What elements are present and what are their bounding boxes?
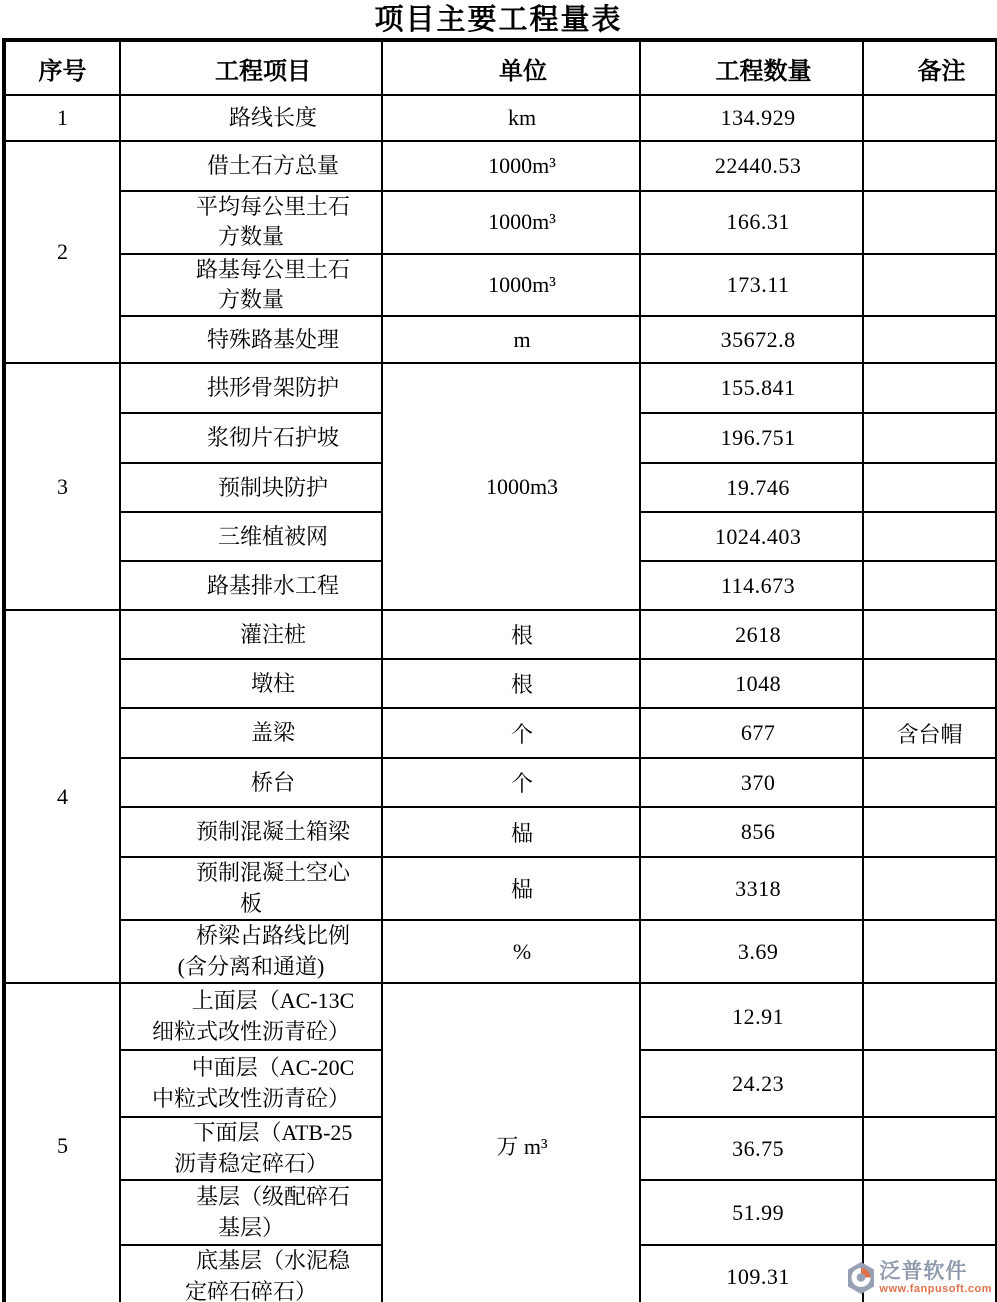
header-row: [4, 40, 997, 95]
table-row: [4, 659, 997, 708]
watermark-url-text: www.fanpusoft.com: [879, 1283, 992, 1295]
table-row: [4, 191, 997, 254]
unit-cell: 1000m³: [382, 254, 640, 317]
note-cell: [863, 512, 997, 561]
item-cell: 路线长度: [120, 95, 382, 141]
note-cell: [863, 1050, 997, 1117]
unit-cell-merged: 万 m³: [382, 983, 640, 1302]
note-cell: [863, 1117, 997, 1180]
serial-cell: 4: [4, 610, 120, 983]
item-cell: 基层（级配碎石基层）: [120, 1180, 382, 1245]
item-cell: 下面层（ATB-25沥青稳定碎石）: [120, 1117, 382, 1180]
item-cell: 底基层（水泥稳定碎石碎石）: [120, 1245, 382, 1302]
table-row: [4, 758, 997, 807]
table-row: [4, 610, 997, 659]
unit-cell: 榀: [382, 807, 640, 857]
item-cell: 平均每公里土石方数量: [120, 191, 382, 254]
table-row: [4, 708, 997, 758]
table-row: [4, 807, 997, 857]
serial-cell: 1: [4, 95, 120, 141]
note-cell: [863, 141, 997, 191]
item-cell: 中面层（AC-20C中粒式改性沥青砼）: [120, 1050, 382, 1117]
unit-cell: 榀: [382, 857, 640, 920]
item-cell: 预制混凝土空心板: [120, 857, 382, 920]
watermark: [846, 1261, 992, 1295]
note-cell: [863, 659, 997, 708]
note-cell: [863, 191, 997, 254]
item-cell: 桥梁占路线比例(含分离和通道): [120, 920, 382, 983]
note-cell: [863, 807, 997, 857]
quantity-cell: 2618: [640, 610, 863, 659]
item-cell: 借土石方总量: [120, 141, 382, 191]
quantity-cell: 134.929: [640, 95, 863, 141]
note-cell: [863, 463, 997, 512]
note-cell: [863, 413, 997, 463]
item-cell: 预制混凝土箱梁: [120, 807, 382, 857]
note-cell: [863, 758, 997, 807]
note-cell: [863, 920, 997, 983]
item-cell: 桥台: [120, 758, 382, 807]
quantity-cell: 166.31: [640, 191, 863, 254]
item-cell: 特殊路基处理: [120, 316, 382, 363]
quantity-cell: 36.75: [640, 1117, 863, 1180]
quantity-cell: 19.746: [640, 463, 863, 512]
unit-cell: 根: [382, 610, 640, 659]
serial-cell: 3: [4, 363, 120, 610]
table-row: [4, 363, 997, 413]
column-header-unit: 单位: [382, 40, 640, 95]
unit-cell: 个: [382, 758, 640, 807]
item-cell: 浆彻片石护坡: [120, 413, 382, 463]
quantity-cell: 12.91: [640, 983, 863, 1050]
quantity-cell: 173.11: [640, 254, 863, 317]
column-header-note: 备注: [863, 40, 997, 95]
item-cell: 灌注桩: [120, 610, 382, 659]
item-cell: 上面层（AC-13C细粒式改性沥青砼）: [120, 983, 382, 1050]
unit-cell: km: [382, 95, 640, 141]
note-cell: [863, 254, 997, 317]
quantity-cell: 3318: [640, 857, 863, 920]
quantity-cell: 370: [640, 758, 863, 807]
quantity-cell: 196.751: [640, 413, 863, 463]
quantity-cell: 1024.403: [640, 512, 863, 561]
item-cell: 路基每公里土石方数量: [120, 254, 382, 317]
unit-cell-merged: 1000m3: [382, 363, 640, 610]
item-cell: 拱形骨架防护: [120, 363, 382, 413]
quantity-cell: 114.673: [640, 561, 863, 610]
quantity-cell: 1048: [640, 659, 863, 708]
fanpu-logo-icon: [846, 1262, 876, 1294]
page-title: 项目主要工程量表: [374, 4, 623, 36]
unit-cell: m: [382, 316, 640, 363]
note-cell: 含台帽: [863, 708, 997, 758]
quantity-cell: 155.841: [640, 363, 863, 413]
quantity-cell: 22440.53: [640, 141, 863, 191]
watermark-brand-text: 泛普软件: [879, 1259, 968, 1283]
item-cell: 盖梁: [120, 708, 382, 758]
column-header-quantity: 工程数量: [640, 40, 863, 95]
unit-cell: 1000m³: [382, 141, 640, 191]
table-row: [4, 316, 997, 363]
quantity-cell: 51.99: [640, 1180, 863, 1245]
note-cell: [863, 610, 997, 659]
table-row: [4, 95, 997, 141]
unit-cell: %: [382, 920, 640, 983]
note-cell: [863, 363, 997, 413]
quantity-cell: 35672.8: [640, 316, 863, 363]
table-row: [4, 254, 997, 317]
quantity-cell: 24.23: [640, 1050, 863, 1117]
note-cell: [863, 857, 997, 920]
item-cell: 路基排水工程: [120, 561, 382, 610]
quantity-cell: 3.69: [640, 920, 863, 983]
item-cell: 预制块防护: [120, 463, 382, 512]
table-row: [4, 983, 997, 1050]
unit-cell: 1000m³: [382, 191, 640, 254]
table-row: [4, 857, 997, 920]
serial-cell: 2: [4, 141, 120, 363]
column-header-serial: 序号: [4, 40, 120, 95]
quantity-cell: 109.31: [640, 1245, 863, 1302]
quantity-cell: 677: [640, 708, 863, 758]
note-cell: [863, 1180, 997, 1245]
table-row: [4, 920, 997, 983]
quantity-table: [2, 38, 997, 1302]
note-cell: [863, 983, 997, 1050]
table-row: [4, 141, 997, 191]
item-cell: 墩柱: [120, 659, 382, 708]
item-cell: 三维植被网: [120, 512, 382, 561]
unit-cell: 根: [382, 659, 640, 708]
note-cell: [863, 95, 997, 141]
note-cell: [863, 316, 997, 363]
unit-cell: 个: [382, 708, 640, 758]
note-cell: [863, 561, 997, 610]
serial-cell: 5: [4, 983, 120, 1302]
column-header-item: 工程项目: [120, 40, 382, 95]
quantity-cell: 856: [640, 807, 863, 857]
